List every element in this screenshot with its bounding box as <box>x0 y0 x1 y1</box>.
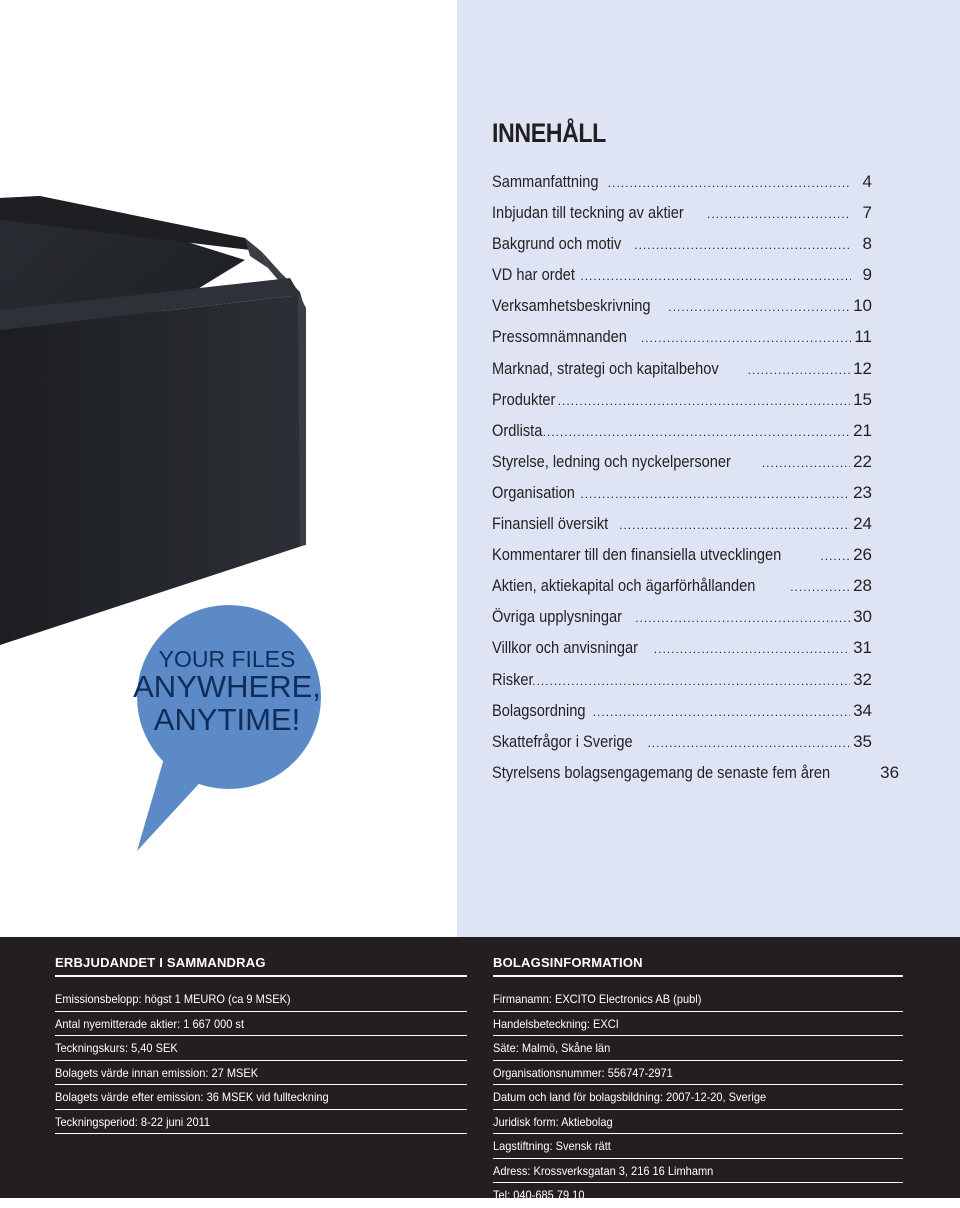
bubble-line-1: YOUR FILES <box>158 646 296 672</box>
toc-item-page: 8 <box>862 234 872 254</box>
toc-item-page: 26 <box>853 545 872 565</box>
toc-item-label: Verksamhetsbeskrivning <box>492 296 651 316</box>
offer-list <box>55 987 467 1134</box>
toc-item-page: 4 <box>862 172 872 191</box>
toc-item-label: Sammanfattning <box>492 172 599 191</box>
toc-item-leader <box>820 549 850 563</box>
company-item-text: Juridisk form: Aktiebolag <box>493 1114 613 1129</box>
toc-item-page: 35 <box>853 731 872 751</box>
toc-item-label: Styrelse, ledning och nyckelpersoner <box>492 451 731 471</box>
offer-item <box>55 1036 467 1061</box>
toc-item-label: Skattefrågor i Sverige <box>492 731 633 751</box>
info-band <box>0 937 960 1202</box>
company-list <box>493 987 903 1208</box>
toc-item <box>492 327 872 358</box>
toc-item <box>492 576 872 607</box>
toc-item <box>492 701 872 732</box>
toc-item-leader <box>532 674 850 688</box>
toc-item <box>492 670 872 701</box>
toc-item-label: Villkor och anvisningar <box>492 638 639 658</box>
toc-item-leader <box>707 207 851 221</box>
toc-item <box>492 607 872 638</box>
company-item <box>493 1134 903 1159</box>
toc-item <box>492 638 872 669</box>
toc-item <box>492 732 872 763</box>
offer-item <box>55 1110 467 1135</box>
toc-item-page: 7 <box>862 203 872 223</box>
device-image <box>0 160 330 660</box>
toc-item-leader <box>543 425 851 439</box>
company-item <box>493 1085 903 1110</box>
company-item-text: Organisationsnummer: 556747-2971 <box>493 1065 673 1080</box>
offer-item-text: Teckningsperiod: 8-22 juni 2011 <box>55 1114 211 1129</box>
toc-item-label: Risker <box>492 669 534 689</box>
toc-item-leader <box>593 705 850 719</box>
company-item <box>493 1012 903 1037</box>
toc-item-page: 22 <box>853 451 872 471</box>
toc-item <box>492 421 872 452</box>
toc-item-label: Aktien, aktiekapital och ägarförhållanden <box>492 576 756 596</box>
toc-item-leader <box>790 580 850 594</box>
toc-item-leader <box>647 736 850 750</box>
toc-item-leader <box>635 611 850 625</box>
toc-item-leader <box>580 269 851 283</box>
company-item <box>493 987 903 1012</box>
toc-item-leader <box>580 487 850 501</box>
company-item-text: Adress: Krossverksgatan 3, 216 16 Limhamn <box>493 1163 714 1178</box>
toc-item-page: 36 <box>880 762 900 782</box>
toc-item-label: Finansiell översikt <box>492 514 609 534</box>
toc-list <box>492 172 900 794</box>
offer-item-text: Teckningskurs: 5,40 SEK <box>55 1041 178 1055</box>
company-item-text: Säte: Malmö, Skåne län <box>493 1041 611 1055</box>
toc-item-page: 31 <box>853 638 872 658</box>
toc-item-page: 24 <box>853 514 872 534</box>
toc-item <box>492 390 872 421</box>
toc-item <box>492 296 872 327</box>
toc-item-page: 10 <box>853 296 872 316</box>
company-item-text: Datum och land för bolagsbildning: 2007-12-20, Sverige <box>493 1090 767 1104</box>
offer-item-text: Bolagets värde innan emission: 27 MSEK <box>55 1065 259 1080</box>
toc-item-label: Styrelsens bolagsengagemang de senaste fem åren <box>492 762 831 782</box>
toc-item <box>492 452 872 483</box>
toc-item <box>492 762 900 794</box>
toc-item-page: 21 <box>853 420 872 440</box>
toc-item-page: 11 <box>854 327 872 347</box>
toc-item <box>492 483 872 514</box>
toc-item-leader <box>654 642 850 656</box>
company-item <box>493 1110 903 1135</box>
company-heading: BOLAGSINFORMATION <box>493 953 903 977</box>
company-item-text: Firmanamn: EXCITO Electronics AB (publ) <box>493 992 702 1006</box>
toc-item-leader <box>762 456 850 470</box>
toc-item-page: 34 <box>853 700 872 720</box>
toc-item-label: Bakgrund och motiv <box>492 234 622 254</box>
bubble-line-2: ANYWHERE, <box>133 669 321 705</box>
company-item-text: Lagstiftning: Svensk rätt <box>493 1139 611 1153</box>
offer-item <box>55 1012 467 1037</box>
offer-item-text: Antal nyemitterade aktier: 1 667 000 st <box>55 1016 245 1031</box>
offer-item-text: Bolagets värde efter emission: 36 MSEK vid fullteckning <box>55 1090 329 1104</box>
company-item <box>493 1061 903 1086</box>
toc-item-label: Ordlista <box>492 420 543 440</box>
toc-item-label: Bolagsordning <box>492 700 586 720</box>
toc-item-label: VD har ordet <box>492 265 575 285</box>
toc-item-label: Organisation <box>492 482 575 502</box>
toc-item-leader <box>558 394 850 408</box>
toc-item <box>492 265 872 296</box>
toc-item <box>492 359 872 390</box>
toc-item-leader <box>619 518 850 532</box>
toc-item-leader <box>641 331 851 345</box>
toc-item-leader <box>634 238 851 252</box>
toc-item-page: 32 <box>853 669 872 689</box>
toc-item-leader <box>668 300 850 314</box>
toc-item <box>492 172 872 203</box>
company-item <box>493 1159 903 1184</box>
toc-item-leader <box>608 176 851 190</box>
toc-item <box>492 545 872 576</box>
offer-summary <box>55 953 467 1134</box>
toc-item <box>492 234 872 265</box>
toc-item-page: 30 <box>853 607 872 627</box>
toc-item-label: Inbjudan till teckning av aktier <box>492 203 684 223</box>
toc-item-page: 9 <box>862 265 872 285</box>
company-item <box>493 1036 903 1061</box>
company-item <box>493 1183 903 1208</box>
toc-item-label: Pressomnämnanden <box>492 327 627 347</box>
toc-item <box>492 203 872 234</box>
offer-heading: ERBJUDANDET I SAMMANDRAG <box>55 953 467 977</box>
toc-item-label: Kommentarer till den finansiella utvecklingen <box>492 545 782 565</box>
toc-item-page: 23 <box>853 482 872 502</box>
toc-title: INNEHÅLL <box>492 118 606 148</box>
offer-item <box>55 1061 467 1086</box>
offer-item <box>55 987 467 1012</box>
toc-item-label: Marknad, strategi och kapitalbehov <box>492 358 719 378</box>
toc-item <box>492 514 872 545</box>
toc-item-page: 12 <box>853 358 872 378</box>
bubble-line-3: ANYTIME! <box>153 701 301 737</box>
bubble-text <box>132 647 322 736</box>
offer-item-text: Emissionsbelopp: högst 1 MEURO (ca 9 MSEK) <box>55 992 291 1006</box>
toc-item-label: Övriga upplysningar <box>492 607 623 627</box>
toc-item-label: Produkter <box>492 389 556 409</box>
company-item-text: Tel: 040-685 79 10 <box>493 1188 585 1202</box>
company-info <box>493 953 903 1208</box>
toc-panel <box>457 0 960 937</box>
toc-item-page: 28 <box>853 576 872 596</box>
toc-item-leader <box>748 363 850 377</box>
toc-item-page: 15 <box>853 389 872 409</box>
company-item-text: Handelsbeteckning: EXCI <box>493 1016 619 1031</box>
offer-item <box>55 1085 467 1110</box>
